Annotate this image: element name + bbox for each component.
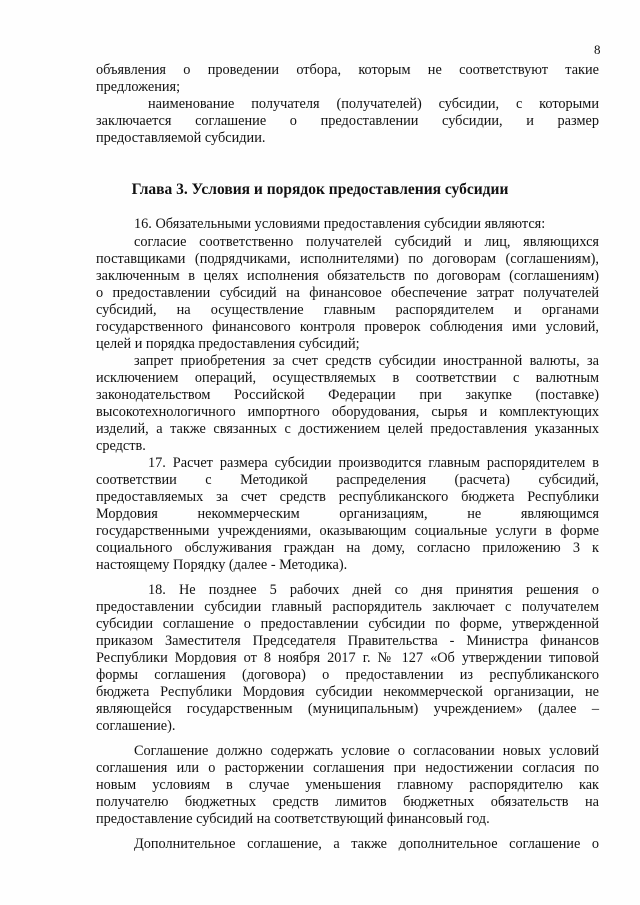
text-line: соглашения или о расторжении соглашения при недостижении согласия по <box>96 760 599 776</box>
text-line: объявления о проведении отбора, которым не соответствуют такие <box>96 62 599 78</box>
text-line: государственными учреждениями, оказывающим социальные услуги в форме <box>96 523 599 539</box>
text-line: запрет приобретения за счет средств субсидии иностранной валюты, за <box>134 353 599 369</box>
text-line: государственного финансового контроля проверок соблюдения ими условий, <box>96 319 599 335</box>
text-line: приказом Заместителя Председателя Правительства - Министра финансов <box>96 633 599 649</box>
chapter-heading: Глава 3. Условия и порядок предоставления субсидии <box>131 181 509 198</box>
text-line: получателю бюджетных средств лимитов бюджетных обязательств на <box>96 794 599 810</box>
text-line: 18. Не позднее 5 рабочих дней со дня принятия решения о <box>148 582 599 598</box>
text-line: законодательством Российской Федерации при закупке (поставке) <box>96 387 599 403</box>
text-line: соглашение). <box>96 718 176 734</box>
text-line: высокотехнологичного импортного оборудования, сырья и комплектующих <box>96 404 599 420</box>
text-line: Дополнительное соглашение, а также дополнительное соглашение о <box>134 836 599 852</box>
text-line: предоставляемой субсидии. <box>96 130 266 146</box>
text-line: о предоставлении субсидий на финансовое обеспечение затрат получателей <box>96 285 599 301</box>
text-line: предложения; <box>96 79 181 95</box>
text-line: бюджета Республики Мордовия субсидии некоммерческой организации, не <box>96 684 599 700</box>
text-line: 16. Обязательными условиями предоставления субсидии являются: <box>134 216 546 232</box>
text-line: Мордовия некоммерческим организациям, не являющимся <box>96 506 599 522</box>
text-line: соответствии с Методикой распределения (расчета) субсидий, <box>96 472 599 488</box>
text-line: целей и порядка предоставления субсидий; <box>96 336 360 352</box>
text-line: новым условиям в случае уменьшения главному распорядителю как <box>96 777 599 793</box>
text-line: предоставлении субсидии главный распорядитель заключает с получателем <box>96 599 599 615</box>
text-line: настоящему Порядку (далее - Методика). <box>96 557 348 573</box>
text-line: 17. Расчет размера субсидии производится главным распорядителем в <box>148 455 599 471</box>
text-line: предоставление субсидий на соответствующий финансовый год. <box>96 811 490 827</box>
text-line: заключается соглашение о предоставлении субсидии, и размер <box>96 113 599 129</box>
page-number: 8 <box>594 42 601 57</box>
text-line: субсидии соглашение о предоставлении субсидии по форме, утвержденной <box>96 616 599 632</box>
text-line: социального обслуживания граждан на дому, согласно приложению 3 к <box>96 540 599 556</box>
text-line: согласие соответственно получателей субсидий и лиц, являющихся <box>134 234 599 250</box>
text-line: являющейся государственным (муниципальным) учреждением» (далее – <box>96 701 599 717</box>
text-line: Республики Мордовия от 8 ноября 2017 г. № 127 «Об утверждении типовой <box>96 650 599 666</box>
text-line: наименование получателя (получателей) субсидии, с которыми <box>148 96 599 112</box>
text-line: субсидий, на осуществление главным распорядителем и органами <box>96 302 599 318</box>
text-line: изделий, а также связанных с достижением целей предоставления указанных <box>96 421 599 437</box>
text-line: средств. <box>96 438 146 454</box>
text-line: исключением операций, осуществляемых в соответствии с валютным <box>96 370 599 386</box>
text-line: формы соглашения (договора) о предоставлении из республиканского <box>96 667 599 683</box>
text-line: заключенным в целях исполнения обязательств по договорам (соглашениям) <box>96 268 599 284</box>
text-line: предоставляемых за счет средств республиканского бюджета Республики <box>96 489 599 505</box>
text-line: поставщиками (подрядчиками, исполнителями) по договорам (соглашениям), <box>96 251 599 267</box>
text-line: Соглашение должно содержать условие о согласовании новых условий <box>134 743 599 759</box>
